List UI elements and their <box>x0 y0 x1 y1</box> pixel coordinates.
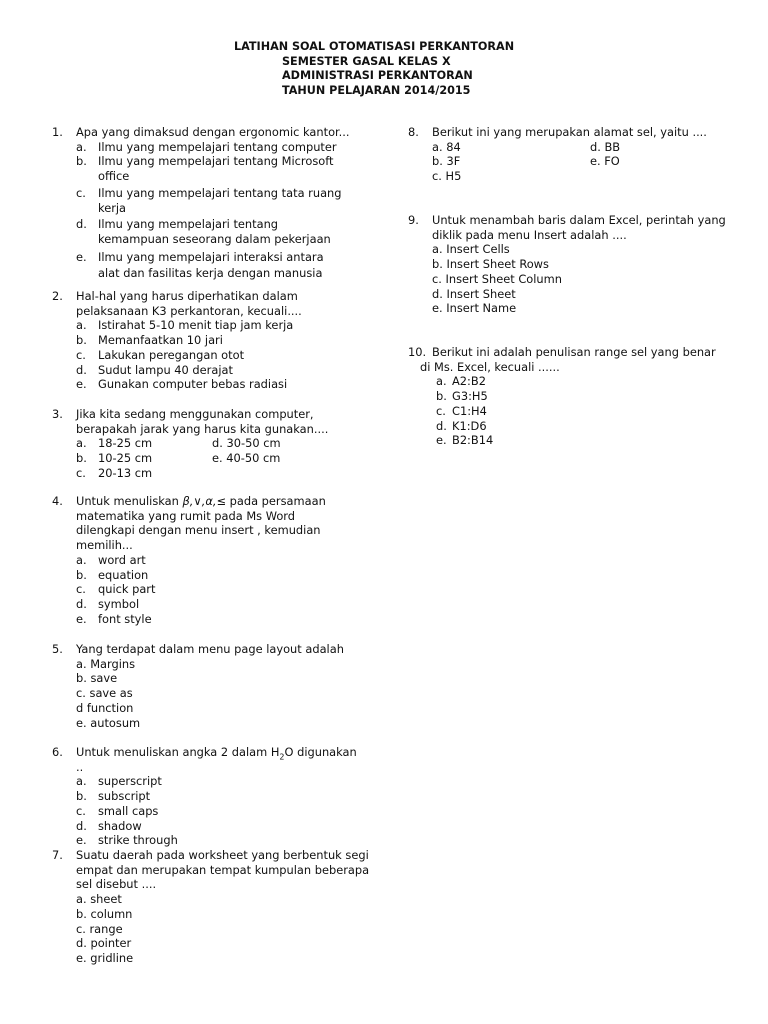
question-text: Untuk menambah baris dalam Excel, perintah yang diklik pada menu Insert adalah .... <box>432 213 726 242</box>
option-row: b. 10-25 cm e. 40-50 cm <box>76 451 281 466</box>
option-a: a. sheet <box>76 892 122 907</box>
question-number: 4. <box>52 494 63 508</box>
option-c: c. Ilmu yang mempelajari tentang tata ruang kerja <box>76 185 342 215</box>
question-text: Apa yang dimaksud dengan ergonomic kantor... <box>76 125 350 139</box>
option-a: a. Istirahat 5-10 menit tiap jam kerja <box>76 318 294 333</box>
title-line-2: SEMESTER GASAL KELAS X <box>282 54 451 68</box>
option-a: a. Insert Cells <box>432 242 510 257</box>
question-text: Jika kita sedang menggunakan computer, berapakah jarak yang harus kita gunakan.... <box>76 407 329 436</box>
option-e: e. Insert Name <box>432 301 517 316</box>
question-number: 1. <box>52 125 63 139</box>
title-line-4: TAHUN PELAJARAN 2014/2015 <box>282 83 471 97</box>
option-b: b. column <box>76 906 133 921</box>
option-e: e. gridline <box>76 950 134 965</box>
question-8 <box>408 125 728 184</box>
question-number: 7. <box>52 848 63 862</box>
question-number: 5. <box>52 642 63 656</box>
option-c: c. range <box>76 921 123 936</box>
option-row: a. 18-25 cm d. 30-50 cm <box>76 436 281 451</box>
option-e: e. B2:B14 <box>436 433 494 448</box>
option-e: e. Gunakan computer bebas radiasi <box>76 377 288 392</box>
question-text: Untuk menuliskan angka 2 dalam $H_2O$ digunakan .. <box>76 745 357 774</box>
option-row: c. H5 <box>432 169 462 184</box>
document-title <box>230 40 550 98</box>
question-text: Berikut ini yang merupakan alamat sel, yaitu .... <box>432 125 707 139</box>
option-e: e. autosum <box>76 715 141 730</box>
question-2 <box>52 289 322 392</box>
question-text-cont: di Ms. Excel, kecuali ...... <box>420 359 560 374</box>
option-row: b. 3F e. FO <box>432 154 620 169</box>
question-number: 3. <box>52 407 63 421</box>
question-6 <box>52 745 362 848</box>
option-a: a. Margins <box>76 656 136 671</box>
title-line-3: ADMINISTRASI PERKANTORAN <box>282 69 473 83</box>
option-e: e. strike through <box>76 833 178 848</box>
option-b: b. Ilmu yang mempelajari tentang Microsoft office <box>76 154 334 184</box>
option-e: e. Ilmu yang mempelajari interaksi antara alat dan fasilitas kerja dengan manusia <box>76 249 324 281</box>
option-e: e. font style <box>76 611 152 626</box>
option-c: c. Lakukan peregangan otot <box>76 347 245 362</box>
option-c: c. small caps <box>76 803 159 818</box>
option-b: b. save <box>76 671 118 686</box>
option-a: a. A2:B2 <box>436 374 486 389</box>
option-d: d function <box>76 700 134 715</box>
option-b: b. subscript <box>76 789 151 804</box>
question-number: 6. <box>52 745 63 759</box>
option-b: b. G3:H5 <box>436 389 488 404</box>
question-text: Suatu daerah pada worksheet yang berbentuk segi empat dan merupakan tempat kumpulan beberapa sel disebut .... <box>76 848 370 892</box>
question-number: 2. <box>52 289 63 303</box>
option-d: d. pointer <box>76 936 132 951</box>
title-line-1: LATIHAN SOAL OTOMATISASI PERKANTORAN <box>234 40 515 53</box>
math-symbols: β,∨,α,≤ <box>182 494 227 508</box>
option-row: c. 20-13 cm <box>76 465 153 480</box>
question-text: Berikut ini adalah penulisan range sel yang benar <box>432 345 716 359</box>
option-d: d. Insert Sheet <box>432 286 516 301</box>
question-text: Untuk menuliskan β,∨,α,≤ pada persamaan matematika yang rumit pada Ms Word dilengkapi dengan menu insert , kemudian memilih... <box>76 494 326 553</box>
option-c: c. C1:H4 <box>436 403 487 418</box>
option-c: c. quick part <box>76 582 156 597</box>
question-number: 8. <box>408 125 419 139</box>
option-a: a. superscript <box>76 774 162 789</box>
option-d: d. symbol <box>76 596 140 611</box>
question-3 <box>52 407 342 481</box>
option-d: d. Ilmu yang mempelajari tentang kemampuan seseorang dalam pekerjaan <box>76 217 331 246</box>
question-4 <box>52 494 332 626</box>
option-a: a. word art <box>76 552 146 567</box>
option-a: a. Ilmu yang mempelajari tentang computer <box>76 139 337 154</box>
option-c: c. Insert Sheet Column <box>432 271 562 286</box>
question-text: Yang terdapat dalam menu page layout adalah <box>76 642 344 656</box>
option-c: c. save as <box>76 686 133 701</box>
option-b: b. equation <box>76 567 149 582</box>
option-b: b. Memanfaatkan 10 jari <box>76 333 223 348</box>
question-number: 9. <box>408 213 419 227</box>
option-d: d. shadow <box>76 818 142 833</box>
option-b: b. Insert Sheet Rows <box>432 257 549 272</box>
question-text: Hal-hal yang harus diperhatikan dalam pelaksanaan K3 perkantoran, kecuali.... <box>76 289 302 318</box>
option-d: d. Sudut lampu 40 derajat <box>76 362 233 377</box>
question-9 <box>408 213 728 316</box>
question-10 <box>408 345 738 448</box>
question-7 <box>52 848 372 966</box>
option-d: d. K1:D6 <box>436 418 487 433</box>
question-number: 10. <box>408 345 427 359</box>
option-row: a. 84 d. BB <box>432 139 621 154</box>
question-5 <box>52 642 352 730</box>
question-1 <box>52 125 362 282</box>
